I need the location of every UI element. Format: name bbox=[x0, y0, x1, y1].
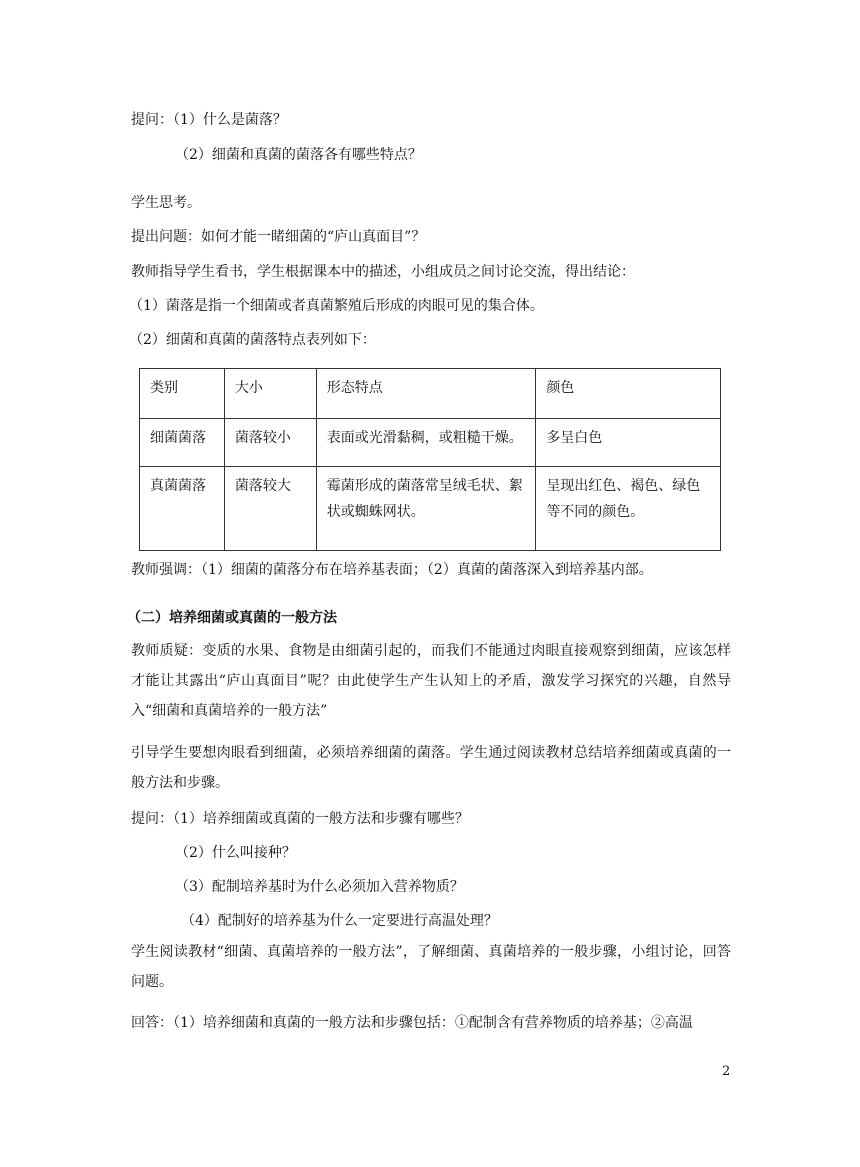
question-1: 提问：（1）什么是菌落？ bbox=[131, 112, 287, 128]
teacher-guide: 教师指导学生看书，学生根据课本中的描述，小组成员之间讨论交流，得出结论： bbox=[131, 264, 635, 280]
table-cell: 真菌菌落 bbox=[140, 467, 225, 551]
table-cell: 菌落较大 bbox=[224, 467, 316, 551]
conclusion-1: （1）菌落是指一个细菌或者真菌繁殖后形成的肉眼可见的集合体。 bbox=[129, 298, 544, 314]
answer-line: 回答：（1）培养细菌和真菌的一般方法和步骤包括：①配制含有营养物质的培养基；②高温 bbox=[131, 1015, 693, 1031]
header-cell: 形态特点 bbox=[316, 369, 536, 419]
conclusion-2: （2）细菌和真菌的菌落特点表列如下： bbox=[129, 332, 376, 348]
read-paragraph: 学生阅读教材“细菌、真菌培养的一般方法”，了解细菌、真菌培养的一般步骤，小组讨论，回答问题。 bbox=[131, 944, 731, 990]
teacher-emphasis: 教师强调：（1）细菌的菌落分布在培养基表面；（2）真菌的菌落深入到培养基内部。 bbox=[131, 562, 653, 578]
question-2: （2）细菌和真菌的菌落各有哪些特点？ bbox=[175, 147, 422, 163]
table-header-row bbox=[140, 369, 721, 419]
table-cell: 呈现出红色、褐色、绿色等不同的颜色。 bbox=[536, 467, 721, 551]
question-2-4: （4）配制好的培养基为什么一定要进行高温处理？ bbox=[181, 913, 498, 929]
header-cell: 颜色 bbox=[536, 369, 721, 419]
question-2-1: 提问：（1）培养细菌或真菌的一般方法和步骤有哪些？ bbox=[131, 811, 469, 827]
table-cell: 表面或光滑黏稠，或粗糙干燥。 bbox=[316, 419, 536, 467]
table-cell: 细菌菌落 bbox=[140, 419, 225, 467]
table-cell: 霉菌形成的菌落常呈绒毛状、絮状或蜘蛛网状。 bbox=[316, 467, 536, 551]
question-2-2: （2）什么叫接种？ bbox=[175, 845, 296, 861]
table-row bbox=[140, 467, 721, 551]
guide-paragraph: 引导学生要想肉眼看到细菌，必须培养细菌的菌落。学生通过阅读教材总结培养细菌或真菌的一般方法和步骤。 bbox=[131, 745, 731, 791]
page-number: 2 bbox=[722, 1064, 731, 1079]
table-cell: 菌落较小 bbox=[224, 419, 316, 467]
table-cell: 多呈白色 bbox=[536, 419, 721, 467]
section-heading: （二）培养细菌或真菌的一般方法 bbox=[127, 610, 337, 626]
teacher-doubt-paragraph: 教师质疑：变质的水果、食物是由细菌引起的，而我们不能通过肉眼直接观察到细菌，应该怎样才能让其露出“庐山真面目”呢？由此使学生产生认知上的矛盾，激发学习探究的兴趣，自然导入“细菌和真菌培养的一般方法” bbox=[131, 643, 731, 719]
student-think: 学生思考。 bbox=[131, 195, 201, 211]
header-cell: 类别 bbox=[140, 369, 225, 419]
table-row bbox=[140, 419, 721, 467]
raise-question: 提出问题：如何才能一睹细菌的“庐山真面目”？ bbox=[131, 229, 426, 245]
colony-table bbox=[139, 368, 721, 551]
question-2-3: （3）配制培养基时为什么必须加入营养物质？ bbox=[175, 879, 464, 895]
header-cell: 大小 bbox=[224, 369, 316, 419]
